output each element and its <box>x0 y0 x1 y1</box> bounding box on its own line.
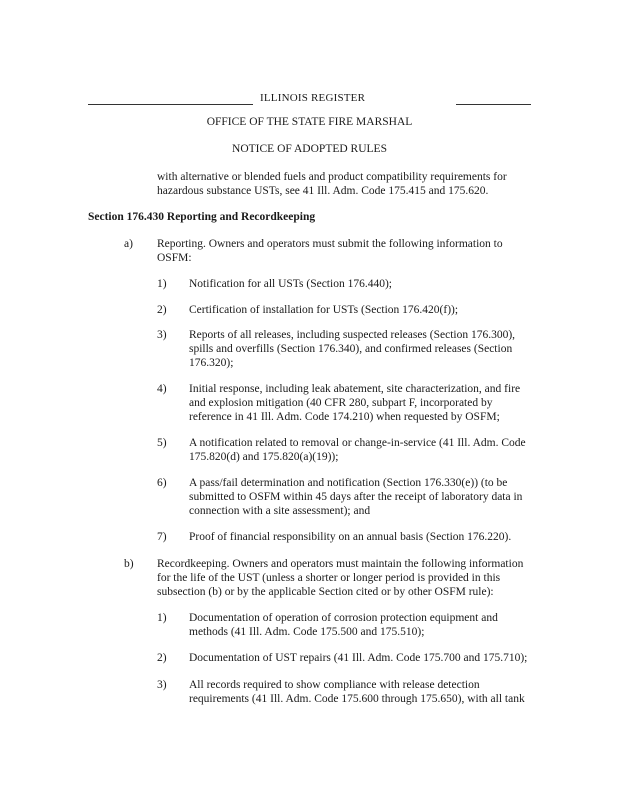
section-heading: Section 176.430 Reporting and Recordkeeping <box>88 211 316 223</box>
subsection-b-label: b) <box>124 558 134 570</box>
register-header <box>88 92 531 106</box>
item-a6-line-2: submitted to OSFM within 45 days after the receipt of laboratory data in <box>189 491 523 503</box>
item-b1-line-1: Documentation of operation of corrosion protection equipment and <box>189 612 498 624</box>
item-a7-number: 7) <box>157 531 167 543</box>
item-a5-line-1: A notification related to removal or change-in-service (41 Ill. Adm. Code <box>189 437 526 449</box>
item-a4-line-2: and explosion mitigation (40 CFR 280, subpart F, incorporated by <box>189 397 493 409</box>
notice-title: NOTICE OF ADOPTED RULES <box>232 143 387 155</box>
item-b2-number: 2) <box>157 652 167 664</box>
subsection-a-label: a) <box>124 238 133 250</box>
register-title: ILLINOIS REGISTER <box>260 92 366 104</box>
item-a1-text: Notification for all USTs (Section 176.440); <box>189 278 392 290</box>
item-a3-line-2: spills and overfills (Section 176.340), and confirmed releases (Section <box>189 343 513 355</box>
item-a2-number: 2) <box>157 304 167 316</box>
item-b3-line-1: All records required to show compliance with release detection <box>189 679 480 691</box>
item-b3-number: 3) <box>157 679 167 691</box>
item-a5-number: 5) <box>157 437 167 449</box>
header-rule-left <box>88 104 253 105</box>
item-b1-number: 1) <box>157 612 167 624</box>
item-b3-line-2: requirements (41 Ill. Adm. Code 175.600 through 175.650), with all tank <box>189 693 525 705</box>
intro-line-2: hazardous substance USTs, see 41 Ill. Adm. Code 175.415 and 175.620. <box>157 185 489 197</box>
item-a4-line-1: Initial response, including leak abatement, site characterization, and fire <box>189 383 521 395</box>
item-a5-line-2: 175.820(d) and 175.820(a)(19)); <box>189 451 339 463</box>
subsection-b-line-3: subsection (b) or by the applicable Section cited or by other OSFM rule): <box>157 586 494 598</box>
item-a6-line-1: A pass/fail determination and notification (Section 176.330(e)) (to be <box>189 477 508 489</box>
item-a3-line-1: Reports of all releases, including suspected releases (Section 176.300), <box>189 329 516 341</box>
intro-line-1: with alternative or blended fuels and product compatibility requirements for <box>157 171 507 183</box>
item-b1-line-2: methods (41 Ill. Adm. Code 175.500 and 175.510); <box>189 626 425 638</box>
agency-title: OFFICE OF THE STATE FIRE MARSHAL <box>206 116 413 128</box>
item-a6-line-3: connection with a site assessment); and <box>189 505 371 517</box>
item-a6-number: 6) <box>157 477 167 489</box>
item-a1-number: 1) <box>157 278 167 290</box>
item-a2-text: Certification of installation for USTs (Section 176.420(f)); <box>189 304 459 316</box>
subsection-b-line-2: for the life of the UST (unless a shorter or longer period is provided in this <box>157 572 501 584</box>
item-a3-line-3: 176.320); <box>189 357 234 369</box>
subsection-b-line-1: Recordkeeping. Owners and operators must maintain the following information <box>157 558 524 570</box>
item-a3-number: 3) <box>157 329 167 341</box>
item-a7-text: Proof of financial responsibility on an annual basis (Section 176.220). <box>189 531 512 543</box>
item-a4-line-3: reference in 41 Ill. Adm. Code 174.210) when requested by OSFM; <box>189 411 500 423</box>
header-rule-right <box>456 104 531 105</box>
item-b2-text: Documentation of UST repairs (41 Ill. Adm. Code 175.700 and 175.710); <box>189 652 528 664</box>
subsection-a-line-2: OSFM: <box>157 252 192 264</box>
item-a4-number: 4) <box>157 383 167 395</box>
subsection-a-line-1: Reporting. Owners and operators must submit the following information to <box>157 238 503 250</box>
